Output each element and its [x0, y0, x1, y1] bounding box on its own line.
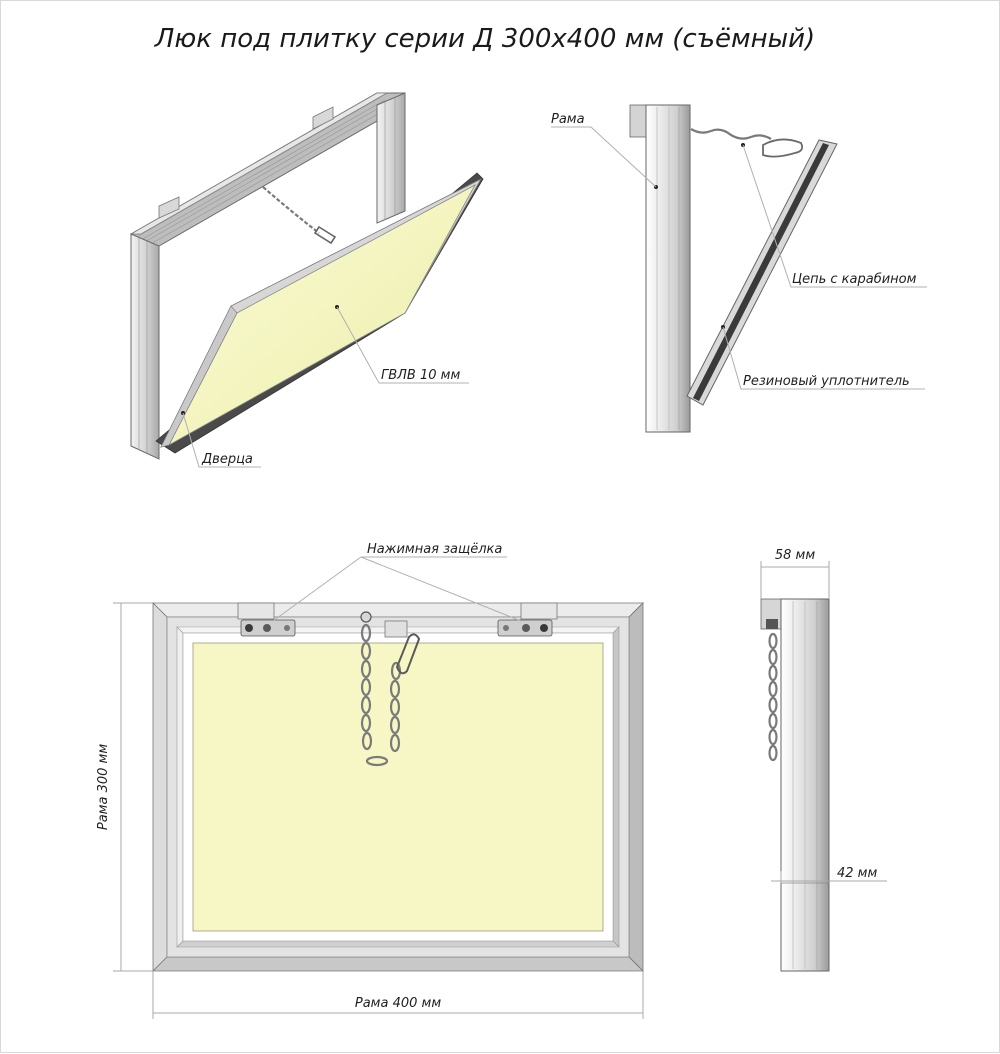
isometric-view [131, 93, 483, 467]
front-frame-left [153, 603, 167, 971]
side-view-open [551, 105, 927, 432]
label-gvlv: ГВЛВ 10 мм [381, 368, 461, 383]
label-seal: Резиновый уплотнитель [743, 374, 910, 389]
label-push-latch: Нажимная защёлка [367, 542, 503, 557]
dim-frame-height: Рама 300 мм [96, 743, 111, 831]
chain-mount [385, 621, 407, 637]
front-frame-top [153, 603, 643, 617]
frame-right-post [377, 93, 405, 223]
side-carabiner [763, 139, 802, 156]
dim-frame-width: Рама 400 мм [354, 996, 442, 1011]
label-door: Дверца [202, 452, 253, 467]
closed-chain [770, 634, 777, 760]
iso-carabiner [315, 227, 335, 243]
front-frame-bottom [153, 957, 643, 971]
side-view-closed [761, 548, 887, 971]
chain-eyelet [361, 612, 371, 622]
label-chain: Цепь с карабином [792, 272, 917, 287]
side-frame-column [646, 105, 690, 432]
dim-depth-top: 58 мм [774, 548, 816, 563]
dim-depth-bottom: 42 мм [837, 866, 878, 881]
label-frame: Рама [551, 112, 585, 127]
technical-drawing [1, 1, 1000, 1054]
side-chain [691, 129, 771, 139]
frame-top-bar-face [131, 93, 405, 246]
drawing-title: Люк под плитку серии Д 300х400 мм (съёмный) [154, 24, 816, 54]
closed-chain-clip [766, 619, 778, 629]
side-latch-block [630, 105, 646, 137]
front-frame-right [629, 603, 643, 971]
frame-left-post [131, 234, 159, 459]
door-panel-gvlv [169, 185, 475, 445]
front-view [96, 542, 643, 1019]
iso-chain [263, 187, 319, 233]
